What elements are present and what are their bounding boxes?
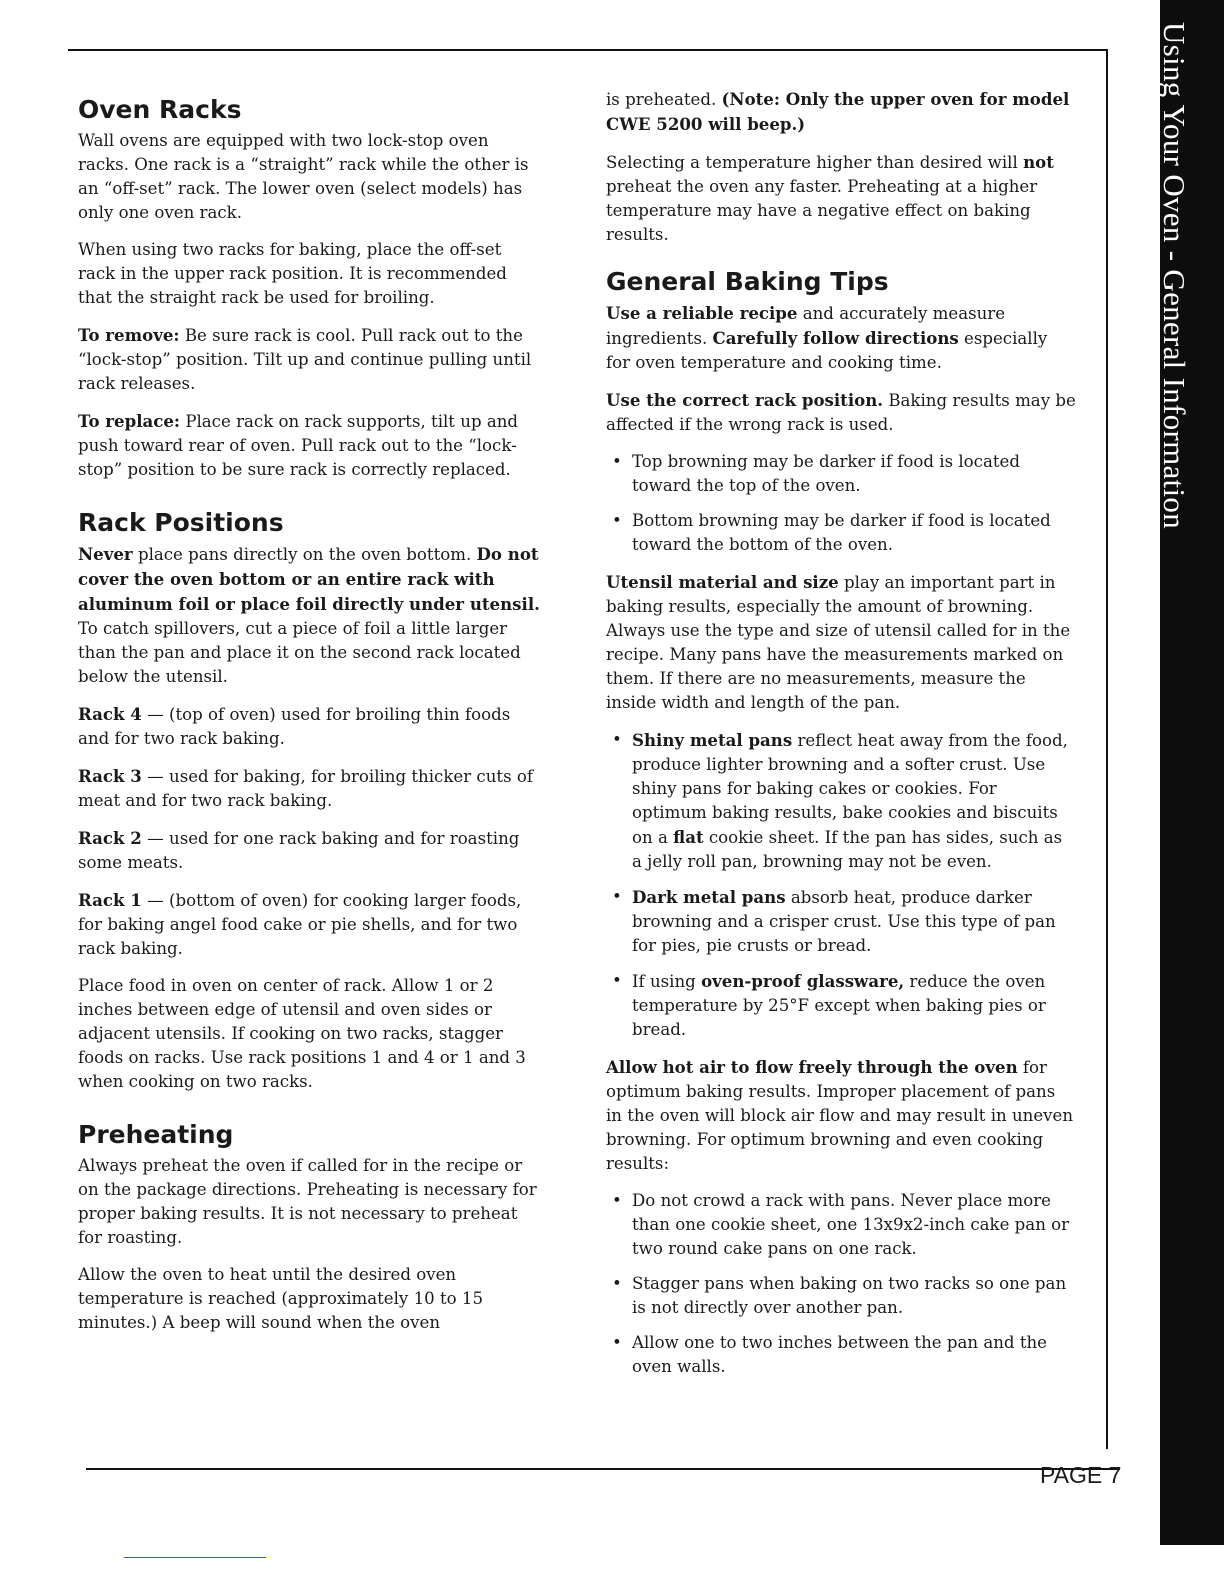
glassware-text-b: reduce the oven temperature by 25°F except when baking pies or bread. <box>632 972 1046 1039</box>
higher-temp-text-a: Selecting a temperature higher than desired will <box>606 153 1024 172</box>
rack-remove-instructions <box>78 323 543 396</box>
oven-racks-heading: Oven Racks <box>78 95 242 124</box>
bottom-border-rule <box>86 1468 1120 1470</box>
air-flow-label: Allow hot air to flow freely through the oven <box>606 1057 1018 1077</box>
foil-warning: Do not cover the oven bottom or an entire rack with aluminum foil or place foil directly under utensil. <box>78 544 540 614</box>
list-item <box>606 1189 1076 1261</box>
list-item <box>606 509 1076 557</box>
left-column <box>78 95 543 1348</box>
not-emphasis: not <box>1023 152 1054 172</box>
top-border-rule <box>68 49 1108 51</box>
bullet-text: Top browning may be darker if food is located toward the top of the oven. <box>632 452 1020 495</box>
footer-blue-rule <box>124 1557 266 1558</box>
list-item <box>606 728 1076 874</box>
flat-emphasis: flat <box>673 827 704 847</box>
reliable-recipe-label: Use a reliable recipe <box>606 303 798 323</box>
list-item <box>606 1331 1076 1379</box>
air-flow-tip <box>606 1055 1076 1176</box>
shiny-pans-text-a: reflect heat away from the food, produce lighter browning and a softer crust. Use shiny pans for baking cakes or cookies. For optimum baking results, bake cookies and biscuits on a <box>632 731 1068 847</box>
remove-label: To remove: <box>78 325 180 345</box>
shiny-pans-text-b: cookie sheet. If the pan has sides, such as a jelly roll pan, browning may not be even. <box>632 828 1063 871</box>
rack-positions-heading: Rack Positions <box>78 508 284 537</box>
preheat-continued <box>606 87 1076 137</box>
pan-type-list <box>606 728 1076 1042</box>
upper-oven-note: (Note: Only the upper oven for model CWE 5200 will beep.) <box>606 89 1070 134</box>
rack-position-tip <box>606 388 1076 437</box>
reliable-recipe-tip <box>606 301 1076 375</box>
rack-1-label: Rack 1 <box>78 890 142 910</box>
utensil-text: play an important part in baking results, especially the amount of browning. Always use the type and size of utensil called for in the recipe. Many pans have the measurements marked on them. If there are no measurements, measure the inside width and length of the pan. <box>606 573 1071 712</box>
preheating-heading: Preheating <box>78 1120 234 1149</box>
general-baking-tips-heading: General Baking Tips <box>606 267 889 296</box>
replace-text: Place rack on rack supports, tilt up and push toward rear of oven. Pull rack out to the “lock-stop” position to be sure rack is correctly replaced. <box>78 412 519 479</box>
oven-racks-intro: Wall ovens are equipped with two lock-stop oven racks. One rack is a “straight” rack while the other is an “off-set” rack. The lower oven (select models) has only one oven rack. <box>78 131 529 222</box>
rack-position-label: Use the correct rack position. <box>606 390 884 410</box>
utensil-tip <box>606 570 1076 715</box>
rack-3-description <box>78 764 543 813</box>
dark-pans-text: absorb heat, produce darker browning and a crisper crust. Use this type of pan for pies, pie crusts or bread. <box>632 888 1056 955</box>
rack-4-label: Rack 4 <box>78 704 142 724</box>
page-number: PAGE 7 <box>1040 1462 1122 1488</box>
bullet-icon: • <box>612 887 622 906</box>
higher-temp-text-b: preheat the oven any faster. Preheating at a higher temperature may have a negative effect on baking results. <box>606 177 1038 244</box>
oven-racks-two-racks: When using two racks for baking, place the off-set rack in the upper rack position. It is recommended that the straight rack be used for broiling. <box>78 240 507 307</box>
dark-pans-label: Dark metal pans <box>632 887 786 907</box>
right-column <box>606 87 1076 1392</box>
preheat-continued-text: is preheated. <box>606 90 722 109</box>
rack-2-label: Rack 2 <box>78 828 142 848</box>
preheating-beep: Allow the oven to heat until the desired oven temperature is reached (approximately 10 to 15 minutes.) A beep will sound when the oven <box>78 1265 484 1332</box>
higher-temperature-text <box>606 150 1076 247</box>
bullet-icon: • <box>612 452 622 471</box>
shiny-pans-label: Shiny metal pans <box>632 730 793 750</box>
section-side-tab-title: Using Your Oven - General Information <box>1157 22 1192 530</box>
bullet-icon: • <box>612 1191 622 1210</box>
browning-list <box>606 450 1076 557</box>
bullet-text: Allow one to two inches between the pan and the oven walls. <box>632 1333 1047 1376</box>
bullet-text: Bottom browning may be darker if food is located toward the bottom of the oven. <box>632 511 1051 554</box>
reliable-recipe-text: and accurately measure ingredients. <box>606 304 1006 348</box>
bullet-icon: • <box>612 971 622 990</box>
list-item <box>606 1272 1076 1320</box>
rack-position-text: Baking results may be affected if the wrong rack is used. <box>606 391 1076 434</box>
food-placement-text: Place food in oven on center of rack. Allow 1 or 2 inches between edge of utensil and oven sides or adjacent utensils. If cooking on two racks, stagger foods on racks. Use rack positions 1 and 4 or 1 and 3 when cooking on two racks. <box>78 976 526 1091</box>
bullet-text: Stagger pans when baking on two racks so one pan is not directly over another pan. <box>632 1274 1067 1317</box>
right-border-rule <box>1106 49 1108 1449</box>
follow-directions-label: Carefully follow directions <box>712 328 959 348</box>
bullet-text: Do not crowd a rack with pans. Never place more than one cookie sheet, one 13x9x2-inch cake pan or two round cake pans on one rack. <box>632 1191 1070 1258</box>
bullet-icon: • <box>612 730 622 749</box>
list-item <box>606 885 1076 958</box>
rack-replace-instructions <box>78 409 543 482</box>
bullet-icon: • <box>612 1274 622 1293</box>
rack-3-label: Rack 3 <box>78 766 142 786</box>
utensil-label: Utensil material and size <box>606 572 839 592</box>
never-label: Never <box>78 544 133 564</box>
follow-directions-text: especially for oven temperature and cooking time. <box>606 329 1048 372</box>
list-item <box>606 969 1076 1042</box>
glassware-label: oven-proof glassware, <box>701 971 905 991</box>
never-text: place pans directly on the oven bottom. <box>132 545 477 564</box>
rack-1-text: — (bottom of oven) for cooking larger foods, for baking angel food cake or pie shells, and for two rack baking. <box>78 891 522 958</box>
rack-4-description <box>78 702 543 751</box>
air-flow-text: for optimum baking results. Improper placement of pans in the oven will block air flow and may result in uneven browning. For optimum browning and even cooking results: <box>606 1058 1074 1173</box>
rack-2-description <box>78 826 543 875</box>
bullet-icon: • <box>612 1333 622 1352</box>
remove-text: Be sure rack is cool. Pull rack out to the “lock-stop” position. Tilt up and continue pulling until rack releases. <box>78 326 532 393</box>
bullet-icon: • <box>612 511 622 530</box>
replace-label: To replace: <box>78 411 181 431</box>
list-item <box>606 450 1076 498</box>
preheating-intro: Always preheat the oven if called for in the recipe or on the package directions. Preheating is necessary for proper baking results. It is not necessary to preheat for roasting. <box>78 1156 537 1247</box>
air-flow-list <box>606 1189 1076 1379</box>
rack-1-description <box>78 888 543 961</box>
rack-4-text: — (top of oven) used for broiling thin foods and for two rack baking. <box>78 705 511 748</box>
rack-2-text: — used for one rack baking and for roasting some meats. <box>78 829 520 872</box>
rack-positions-warning <box>78 542 543 689</box>
foil-warning-text: To catch spillovers, cut a piece of foil a little larger than the pan and place it on the second rack located below the utensil. <box>78 619 521 686</box>
glassware-text-a: If using <box>632 972 702 991</box>
rack-3-text: — used for baking, for broiling thicker cuts of meat and for two rack baking. <box>78 767 533 810</box>
